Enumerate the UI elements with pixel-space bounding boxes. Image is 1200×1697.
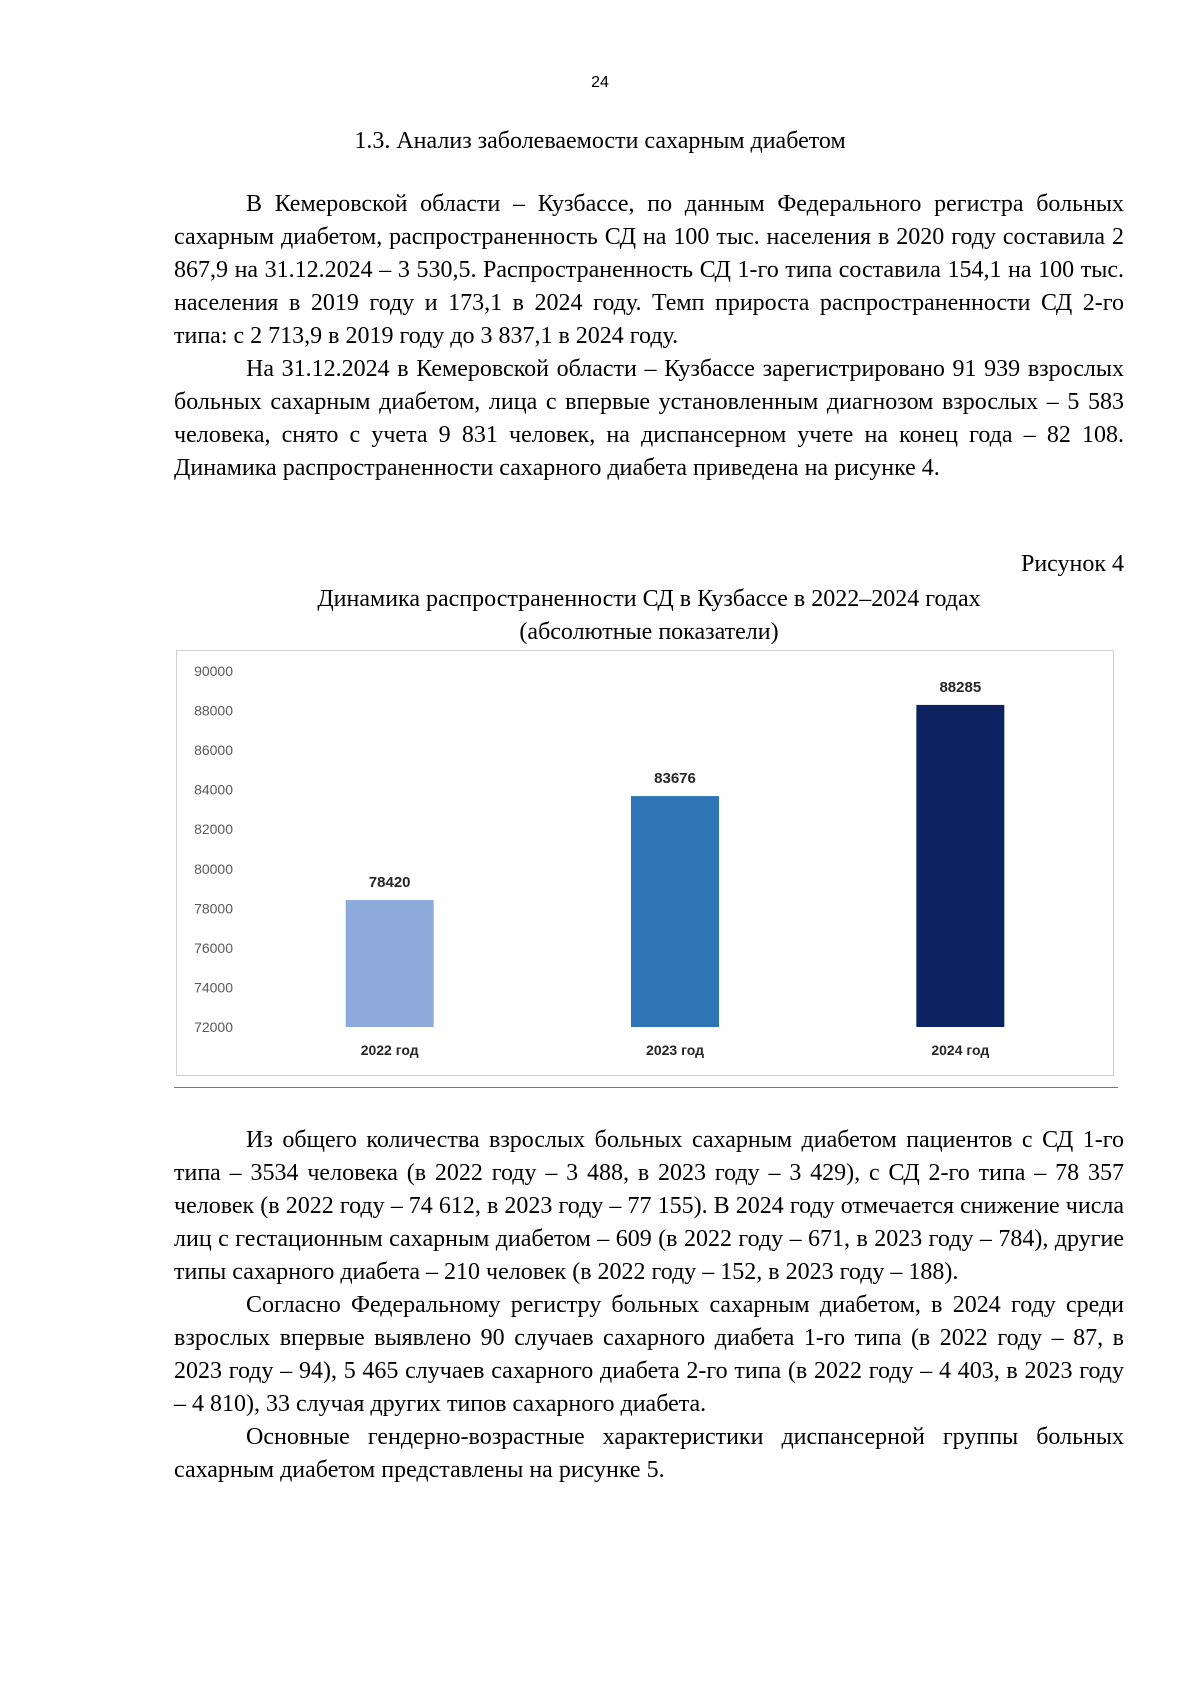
x-category-label: 2022 год <box>360 1042 419 1058</box>
bar-value-label: 83676 <box>654 770 696 788</box>
bar <box>916 705 1004 1027</box>
section-title: 1.3. Анализ заболеваемости сахарным диабетом <box>354 128 846 154</box>
bar-chart <box>176 650 1114 1076</box>
paragraph: Согласно Федеральному регистру больных сахарным диабетом, в 2024 году среди взрослых впервые выявлено 90 случаев сахарного диабета 1-го типа (в 2022 году – 87, в 2023 году – 94), 5 465 случаев сахарного диабета 2-го типа (в 2022 году – 4 403, в 2023 году – 4 810), 33 случая других типов сахарного диабета. <box>174 1292 1124 1417</box>
y-tick-label: 90000 <box>194 663 233 679</box>
y-tick-label: 86000 <box>194 742 233 759</box>
bar <box>631 796 719 1027</box>
bar-value-label: 88285 <box>939 678 982 696</box>
x-category-label: 2023 год <box>646 1042 704 1058</box>
figure-caption-line: Динамика распространенности СД в Кузбассе в 2022–2024 годах <box>317 586 981 612</box>
y-tick-label: 88000 <box>194 702 233 719</box>
paragraph: Основные гендерно-возрастные характеристики диспансерной группы больных сахарным диабетом представлены на рисунке 5. <box>174 1424 1124 1483</box>
body-text-bottom <box>174 1124 1124 1487</box>
y-tick-label: 82000 <box>194 821 233 838</box>
paragraph: В Кемеровской области – Кузбассе, по данным Федерального регистра больных сахарным диабетом, распространенность СД на 100 тыс. населения в 2020 году составила 2 867,9 на 31.12.2024 – 3 530,5. Распространенность СД 1-го типа составила 154,1 на 100 тыс. населения в 2019 году и 173,1 в 2024 году. Темп прироста распространенности СД 2-го типа: с 2 713,9 в 2019 году до 3 837,1 в 2024 году. <box>174 191 1124 349</box>
y-tick-label: 78000 <box>194 900 233 917</box>
body-text-top <box>174 188 1124 485</box>
figure-label: Рисунок 4 <box>1020 551 1124 577</box>
paragraph: На 31.12.2024 в Кемеровской области – Кузбассе зарегистрировано 91 939 взрослых больных сахарным диабетом, лица с впервые установленным диагнозом взрослых – 5 583 человека, снято с учета 9 831 человек, на диспансерном учете на конец года – 82 108. Динамика распространенности сахарного диабета приведена на рисунке 4. <box>174 356 1124 481</box>
y-tick-label: 80000 <box>194 860 233 877</box>
paragraph: Из общего количества взрослых больных сахарным диабетом пациентов с СД 1-го типа – 3534 человека (в 2022 году – 3 488, в 2023 году – 3 429), с СД 2-го типа – 78 357 человек (в 2022 году – 74 612, в 2023 году – 77 155). В 2024 году отмечается снижение числа лиц с гестационным сахарным диабетом – 609 (в 2022 году – 671, в 2023 году – 784), другие типы сахарного диабета – 210 человек (в 2022 году – 152, в 2023 году – 188). <box>174 1127 1124 1285</box>
x-category-label: 2024 год <box>931 1042 990 1058</box>
divider-line <box>174 1087 1118 1088</box>
y-tick-label: 72000 <box>194 1019 233 1035</box>
y-tick-label: 74000 <box>194 979 233 996</box>
chart-canvas <box>177 651 1113 1075</box>
bar <box>346 900 434 1027</box>
y-tick-label: 84000 <box>194 781 233 798</box>
bar-value-label: 78420 <box>368 874 411 892</box>
figure-caption <box>174 583 1124 649</box>
y-tick-label: 76000 <box>194 939 233 956</box>
page-number: 24 <box>591 74 609 91</box>
figure-caption-line: (абсолютные показатели) <box>519 619 779 645</box>
